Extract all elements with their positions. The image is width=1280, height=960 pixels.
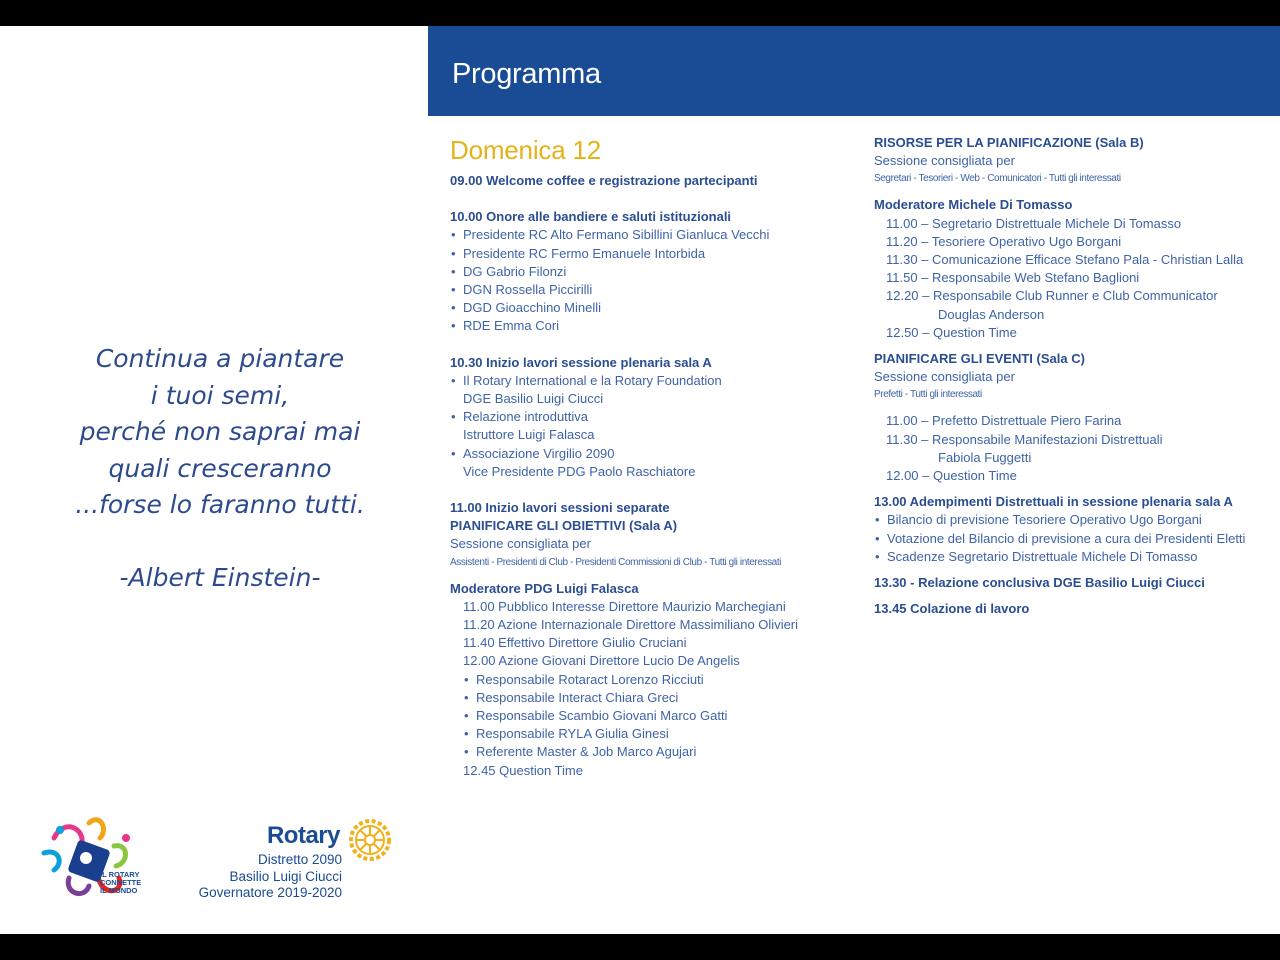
quote-author: -Albert Einstein- xyxy=(119,562,321,592)
header-band xyxy=(428,26,1280,116)
list-item: • Relazione introduttiva xyxy=(450,408,860,426)
list-item-sub: Fabiola Fuggetti xyxy=(938,449,1032,465)
rotary-wheel-icon xyxy=(348,818,392,862)
moderatore-title: Moderatore PDG Luigi Falasca xyxy=(450,580,639,596)
page-title: Programma xyxy=(452,58,601,90)
list-item: • Votazione del Bilancio di previsione a cura dei Presidenti Eletti xyxy=(874,530,1274,548)
list-item: • RDE Emma Cori xyxy=(450,317,860,335)
rotary-wordmark: Rotary xyxy=(266,822,340,849)
list-item: 11.50 – Responsabile Web Stefano Baglioni xyxy=(886,270,1140,286)
list-item: 12.00 – Question Time xyxy=(886,468,1017,484)
logo-caption xyxy=(100,871,141,895)
logo-caption-line: IL MONDO xyxy=(100,886,138,895)
list-item: • Presidente RC Alto Fermano Sibillini Gianluca Vecchi xyxy=(450,226,860,244)
list-item-sub: DGE Basilio Luigi Ciucci xyxy=(463,391,604,407)
list-item: • Associazione Virgilio 2090 xyxy=(450,445,860,463)
quote-line: ...forse lo faranno tutti. xyxy=(75,490,365,519)
list-item: 12.00 Azione Giovani Direttore Lucio De Angelis xyxy=(463,653,740,669)
colazione-item: 13.45 Colazione di lavoro xyxy=(874,601,1030,617)
list-item: • Responsabile Scambio Giovani Marco Gatti xyxy=(450,707,860,725)
logo-caption-line: IL ROTARY xyxy=(100,870,140,879)
program-column-right xyxy=(874,134,1274,618)
rotary-district-block xyxy=(170,818,400,908)
quote-line: Continua a piantare xyxy=(95,344,345,373)
governor-term: Governatore 2019-2020 xyxy=(198,885,342,900)
list-item-sub: Vice Presidente PDG Paolo Raschiatore xyxy=(463,463,696,479)
adempimenti-title: 13.00 Adempimenti Distrettuali in sessione plenaria sala A xyxy=(874,494,1233,510)
obiettivi-title: PIANIFICARE GLI OBIETTIVI (Sala A) xyxy=(450,518,678,534)
list-item: 11.30 – Comunicazione Efficace Stefano Pala - Christian Lalla xyxy=(886,252,1244,268)
program-column-left xyxy=(450,134,860,780)
list-item: • Responsabile RYLA Giulia Ginesi xyxy=(450,725,860,743)
list-item: 12.20 – Responsabile Club Runner e Club Communicator xyxy=(886,288,1218,304)
list-item: 12.50 – Question Time xyxy=(886,324,1017,340)
list-item: 11.40 Effettivo Direttore Giulio Cruciani xyxy=(463,635,687,651)
plenaria-title: 10.30 Inizio lavori sessione plenaria sala A xyxy=(450,354,712,370)
quote-line: quali cresceranno xyxy=(108,453,332,483)
rotary-district-text xyxy=(199,852,342,902)
list-item: • Presidente RC Fermo Emanuele Intorbida xyxy=(450,245,860,263)
list-item: 11.00 – Segretario Distrettuale Michele Di Tomasso xyxy=(886,215,1182,231)
list-item-sub: Istruttore Luigi Falasca xyxy=(463,427,595,443)
list-item: • Referente Master & Job Marco Agujari xyxy=(450,743,860,761)
quote-line: perché non saprai mai xyxy=(79,417,361,446)
list-item: 11.20 – Tesoriere Operativo Ugo Borgani xyxy=(886,233,1122,249)
eventi-title: PIANIFICARE GLI EVENTI (Sala C) xyxy=(874,351,1085,367)
list-item: • Responsabile Interact Chiara Greci xyxy=(450,689,860,707)
welcome-item: 09.00 Welcome coffee e registrazione partecipanti xyxy=(450,173,758,188)
session-label: Sessione consigliata per xyxy=(450,536,591,552)
separate-title: 11.00 Inizio lavori sessioni separate xyxy=(450,500,670,516)
session-target: Prefetti - Tutti gli interessati xyxy=(874,389,982,401)
relazione-item: 13.30 - Relazione conclusiva DGE Basilio Luigi Ciucci xyxy=(874,575,1205,591)
moderatore-title: Moderatore Michele Di Tomasso xyxy=(874,197,1073,213)
list-item: 11.00 Pubblico Interesse Direttore Maurizio Marchegiani xyxy=(463,598,786,614)
day-title: Domenica 12 xyxy=(450,135,601,165)
list-item: • Responsabile Rotaract Lorenzo Ricciuti xyxy=(450,671,860,689)
list-item: • Scadenze Segretario Distrettuale Michele Di Tomasso xyxy=(874,548,1274,566)
session-label: Sessione consigliata per xyxy=(874,369,1015,385)
list-item: • DG Gabrio Filonzi xyxy=(450,263,860,281)
session-target: Assistenti - Presidenti di Club - Presidenti Commissioni di Club - Tutti gli interessati xyxy=(450,556,782,568)
risorse-title: RISORSE PER LA PIANIFICAZIONE (Sala B) xyxy=(874,135,1144,150)
list-item: 12.45 Question Time xyxy=(463,762,583,778)
logo-caption-line: CONNETTE xyxy=(100,878,142,887)
list-item: • DGN Rossella Piccirilli xyxy=(450,281,860,299)
quote-line: i tuoi semi, xyxy=(150,380,290,410)
list-item-sub: Douglas Anderson xyxy=(938,306,1045,322)
session-label: Sessione consigliata per xyxy=(874,153,1015,169)
list-item: 11.00 – Prefetto Distrettuale Piero Farina xyxy=(886,413,1122,429)
brochure-page xyxy=(0,26,1280,934)
list-item: • Il Rotary International e la Rotary Foundation xyxy=(450,372,860,390)
list-item: 11.30 – Responsabile Manifestazioni Distrettuali xyxy=(886,431,1163,447)
session-target: Segretari - Tesorieri - Web - Comunicatori - Tutti gli interessati xyxy=(874,173,1121,185)
onore-title: 10.00 Onore alle bandiere e saluti istituzionali xyxy=(450,209,732,225)
governor-name: Basilio Luigi Ciucci xyxy=(229,868,342,884)
einstein-quote xyxy=(40,341,400,596)
list-item: 11.20 Azione Internazionale Direttore Massimiliano Olivieri xyxy=(463,617,799,633)
district-line: Distretto 2090 xyxy=(257,852,342,867)
list-item: • DGD Gioacchino Minelli xyxy=(450,299,860,317)
list-item: • Bilancio di previsione Tesoriere Operativo Ugo Borgani xyxy=(874,511,1274,529)
